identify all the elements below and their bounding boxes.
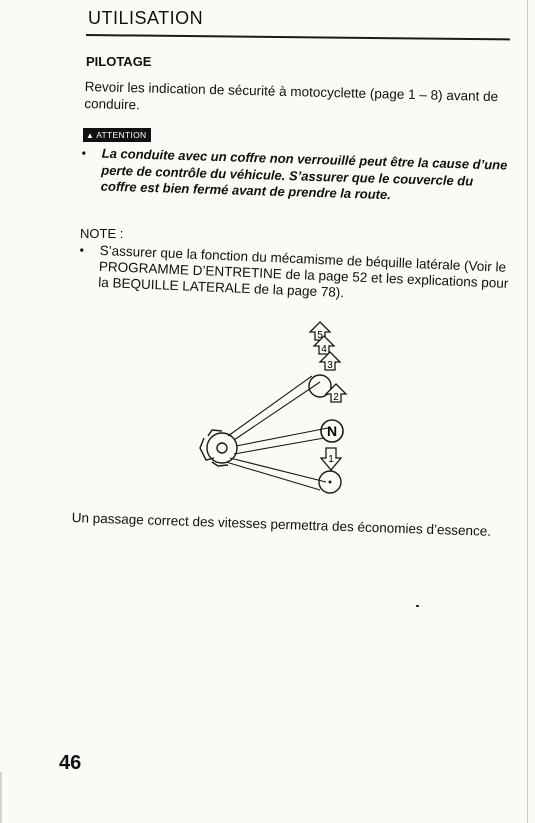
gear-label-3: 3 bbox=[327, 360, 333, 371]
page-number: 46 bbox=[59, 752, 82, 774]
page-edge bbox=[0, 772, 2, 823]
note-label: NOTE : bbox=[80, 226, 124, 241]
conclusion-paragraph: Un passage correct des vitesses permettra des économies d’essence. bbox=[71, 510, 492, 539]
chapter-title: UTILISATION bbox=[88, 8, 204, 28]
warning-item bbox=[81, 145, 512, 207]
gearshift-pattern-svg bbox=[190, 320, 370, 500]
shift-rays bbox=[226, 376, 328, 490]
shift-pedal-pivot bbox=[200, 430, 237, 466]
gear-label-5: 5 bbox=[317, 330, 323, 341]
bullet-icon: • bbox=[81, 145, 87, 161]
gear-label-neutral: N bbox=[326, 423, 338, 439]
gear-label-2: 2 bbox=[333, 392, 339, 403]
note-item bbox=[78, 242, 510, 308]
section-title: PILOTAGE bbox=[86, 54, 152, 69]
note-text: S’assurer que la fonction du mécamisme de béquille latérale (Voir le PROGRAMME D’ENTRETINE de la page 52 et les explications pour la BEQUILLE LATERALE de la page 78). bbox=[98, 242, 509, 301]
intro-paragraph: Revoir les indication de sécurité à motocyclette (page 1 – 8) avant de conduire. bbox=[84, 78, 499, 113]
gearshift-diagram bbox=[190, 320, 370, 500]
gear-label-4: 4 bbox=[321, 344, 327, 355]
gear-label-1: 1 bbox=[328, 454, 334, 465]
warning-badge-label: ATTENTION bbox=[96, 130, 147, 140]
warning-triangle-icon: ▲ bbox=[86, 131, 95, 140]
bullet-icon: • bbox=[79, 242, 85, 258]
page-gutter bbox=[527, 0, 528, 823]
lower-position-dot bbox=[329, 481, 332, 484]
warning-text: La conduite avec un coffre non verrouillé peut être la cause d’une perte de contrôle du véhicule. S’assurer que le couvercle du coffre est bien fermé avant de prendre la route. bbox=[100, 145, 508, 203]
print-speck bbox=[416, 605, 419, 607]
warning-badge bbox=[83, 128, 151, 142]
header-rule bbox=[86, 34, 510, 40]
